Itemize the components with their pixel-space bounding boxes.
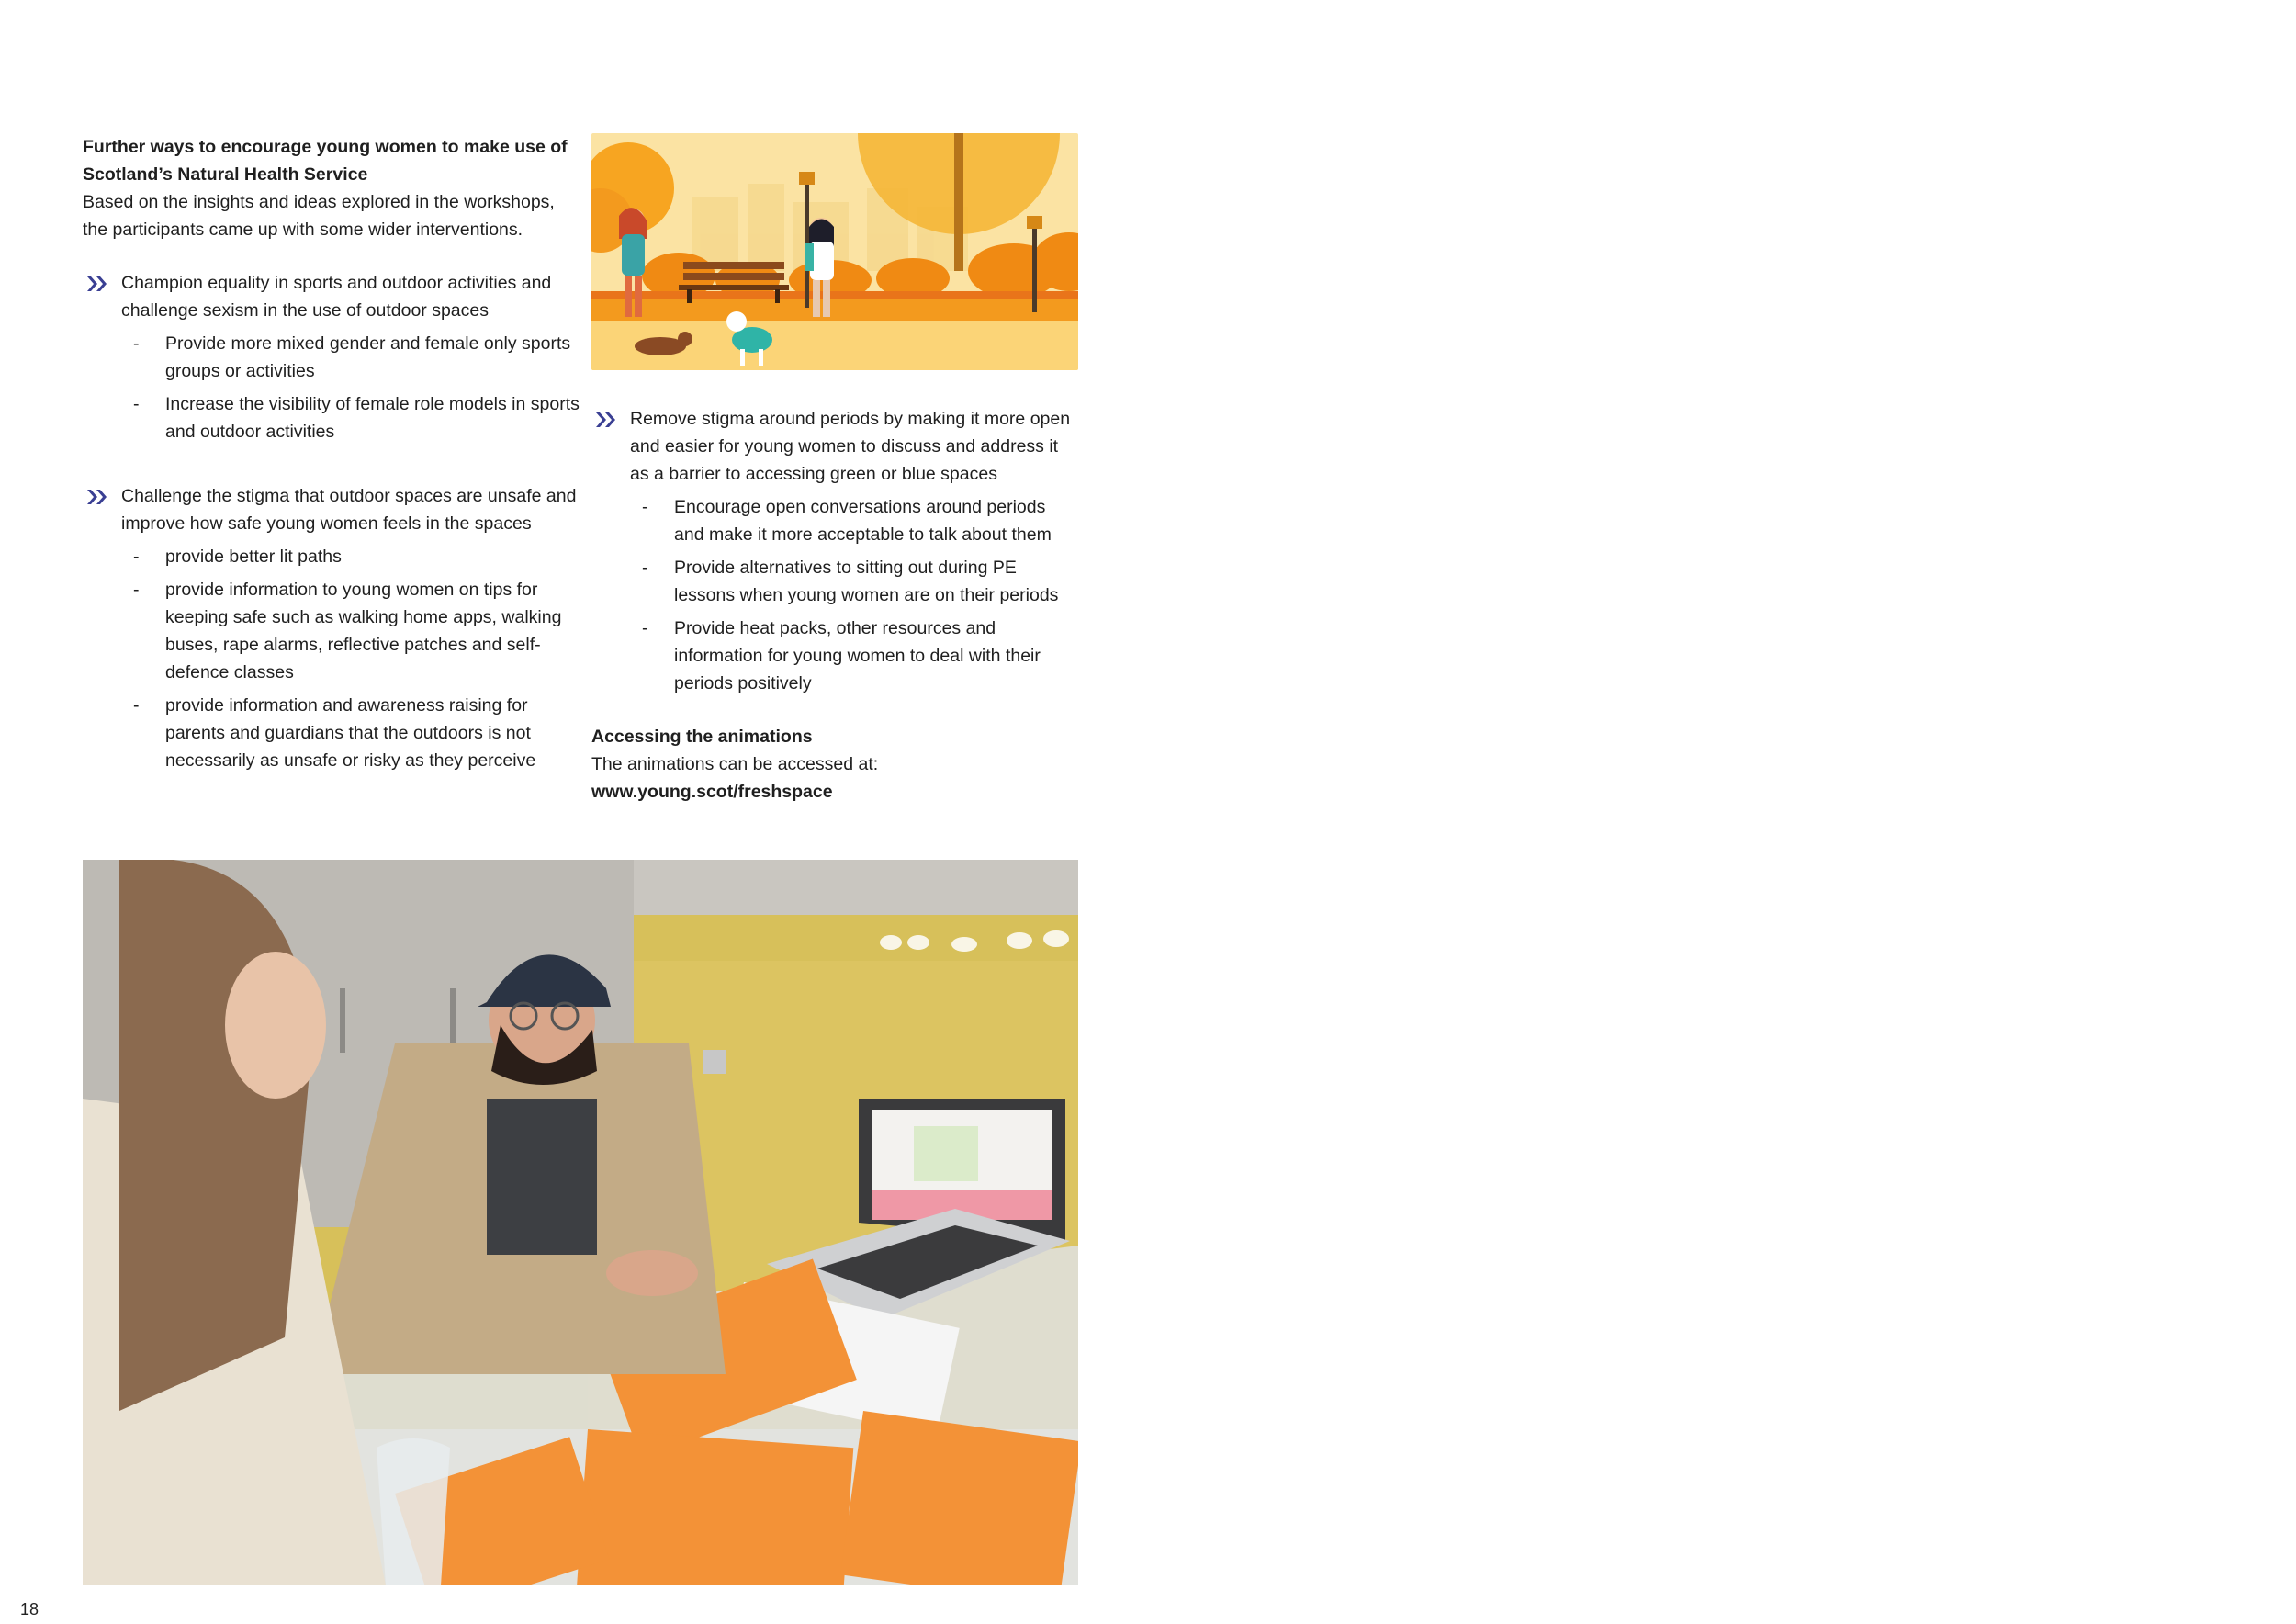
dash-marker: - (642, 497, 648, 517)
sub-list-item (642, 493, 1078, 548)
bullet-item (591, 405, 1078, 488)
sub-list-item (642, 554, 1078, 609)
section-heading-line1: Further ways to encourage young women to make use of (83, 137, 568, 157)
sub-item-text: Increase the visibility of female role models in sports and outdoor activities (165, 394, 580, 442)
bullet-text: Remove stigma around periods by making it more open and easier for young women to discuss and address it as a barrier to accessing green or blue spaces (630, 409, 1071, 484)
access-link[interactable]: www.young.scot/freshspace (591, 782, 833, 802)
dash-marker: - (133, 580, 140, 600)
section-heading-line2: Scotland’s Natural Health Service (83, 164, 368, 185)
sub-item-text: Provide alternatives to sitting out during PE lessons when young women are on their periods (674, 558, 1059, 605)
workshop-photo (83, 860, 1078, 1585)
double-chevron-icon (594, 412, 618, 428)
sub-item-text: Encourage open conversations around periods and make it more acceptable to talk about them (674, 497, 1052, 545)
dash-marker: - (642, 558, 648, 578)
sub-item-text: Provide heat packs, other resources and information for young women to deal with their periods positively (674, 618, 1041, 694)
sub-list (83, 543, 583, 774)
bullet-block-safety (83, 482, 583, 774)
sub-list-item (642, 615, 1078, 697)
sub-list-item (133, 390, 583, 445)
sub-list-item (133, 576, 583, 686)
dash-marker: - (133, 547, 140, 567)
access-heading: Accessing the animations (591, 727, 813, 747)
dash-marker: - (133, 333, 140, 354)
access-text: The animations can be accessed at: (591, 754, 879, 774)
sub-list (83, 330, 583, 445)
sub-list-item (133, 330, 583, 385)
sub-list-item (133, 692, 583, 774)
bullet-item (83, 482, 583, 537)
bullet-text: Champion equality in sports and outdoor activities and challenge sexism in the use of outdoor spaces (121, 273, 552, 321)
bullet-item (83, 269, 583, 324)
sub-list-item (133, 543, 583, 570)
dash-marker: - (642, 618, 648, 638)
park-scene-image (591, 133, 1078, 370)
sub-item-text: provide information to young women on tips for keeping safe such as walking home apps, walking buses, rape alarms, reflective patches and self-defence classes (165, 580, 562, 682)
double-chevron-icon (85, 489, 109, 505)
right-column (591, 133, 1078, 806)
sub-item-text: provide better lit paths (165, 547, 342, 567)
dash-marker: - (133, 394, 140, 414)
park-illustration (591, 133, 1078, 370)
access-section (591, 723, 1078, 806)
sub-list (591, 493, 1078, 697)
intro-paragraph: Based on the insights and ideas explored in the workshops, the participants came up with some wider interventions. (83, 192, 555, 240)
left-column (83, 133, 583, 811)
dash-marker: - (133, 695, 140, 716)
section-heading (83, 133, 583, 188)
workshop-photo-image (83, 860, 1078, 1585)
bullet-text: Challenge the stigma that outdoor spaces are unsafe and improve how safe young women feels in the spaces (121, 486, 577, 534)
double-chevron-icon (85, 276, 109, 292)
sub-item-text: provide information and awareness raising for parents and guardians that the outdoors is not necessarily as unsafe or risky as they perceive (165, 695, 536, 771)
bullet-block-equality (83, 269, 583, 445)
sub-item-text: Provide more mixed gender and female only sports groups or activities (165, 333, 571, 381)
page-number: 18 (20, 1600, 39, 1618)
